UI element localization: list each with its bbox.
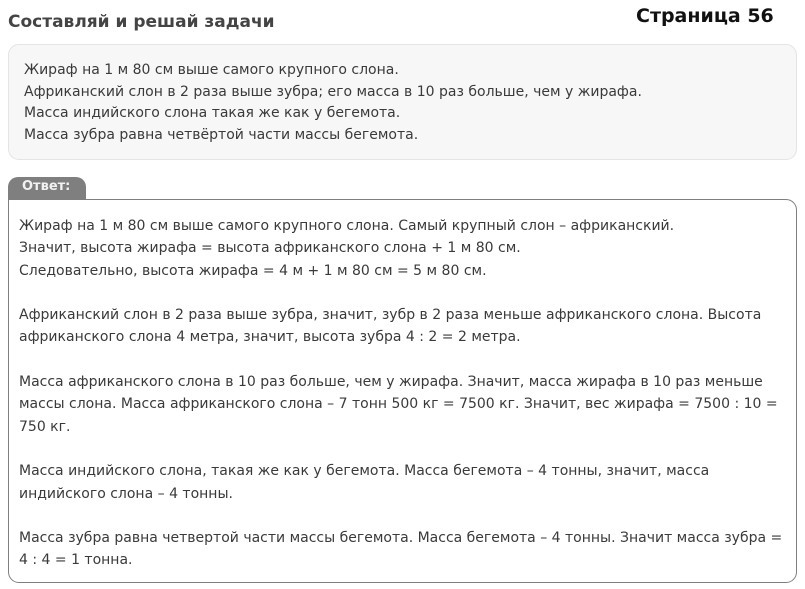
answer-line: индийского слона – 4 тонны.	[19, 485, 233, 502]
answer-line: Африканский слон в 2 раза выше зубра, значит, зубр в 2 раза меньше африканского слона. Высота	[19, 307, 762, 324]
answer-line: африканского слона 4 метра, значит, высота зубра 4 : 2 = 2 метра.	[19, 329, 521, 346]
page-number: Страница 56	[636, 5, 774, 27]
answer-paragraph-giraffe-height	[19, 215, 786, 282]
answer-line: Масса африканского слона в 10 раз больше, чем у жирафа. Значит, масса жирафа в 10 раз меньше	[19, 374, 763, 391]
answer-line: Следовательно, высота жирафа = 4 м + 1 м 80 см = 5 м 80 см.	[19, 262, 487, 279]
answer-tab: Ответ:	[8, 177, 86, 201]
answer-paragraph-giraffe-mass	[19, 371, 786, 438]
answer-paragraph-indian-elephant-mass	[19, 460, 786, 505]
answer-line: Значит, высота жирафа = высота африканского слона + 1 м 80 см.	[19, 240, 521, 257]
answer-paragraph-bison-height	[19, 304, 786, 349]
answer-line: массы слона. Масса африканского слона – 7 тонн 500 кг = 7500 кг. Значит, вес жирафа = 7500 : 10 =	[19, 396, 778, 413]
answer-paragraph-bison-mass	[19, 527, 786, 572]
task-line: Масса индийского слона такая же как у бегемота.	[24, 105, 401, 121]
answer-line: Масса зубра равна четвертой части массы бегемота. Масса бегемота – 4 тонны. Значит масса зубра =	[19, 530, 783, 547]
task-line: Масса зубра равна четвёртой части массы бегемота.	[24, 126, 419, 143]
answer-line: Масса индийского слона, такая же как у бегемота. Масса бегемота – 4 тонны, значит, масса	[19, 463, 710, 480]
task-line: Африканский слон в 2 раза выше зубра; его масса в 10 раз больше, чем у жирафа.	[24, 83, 642, 100]
answer-box	[8, 199, 797, 583]
page-title: Составляй и решай задачи	[8, 12, 275, 32]
answer-line: 750 кг.	[19, 418, 71, 435]
answer-line: 4 : 4 = 1 тонна.	[19, 552, 133, 569]
task-box	[8, 44, 797, 160]
task-line: Жираф на 1 м 80 см выше самого крупного слона.	[24, 62, 399, 78]
answer-line: Жираф на 1 м 80 см выше самого крупного слона. Самый крупный слон – африканский.	[19, 218, 675, 234]
